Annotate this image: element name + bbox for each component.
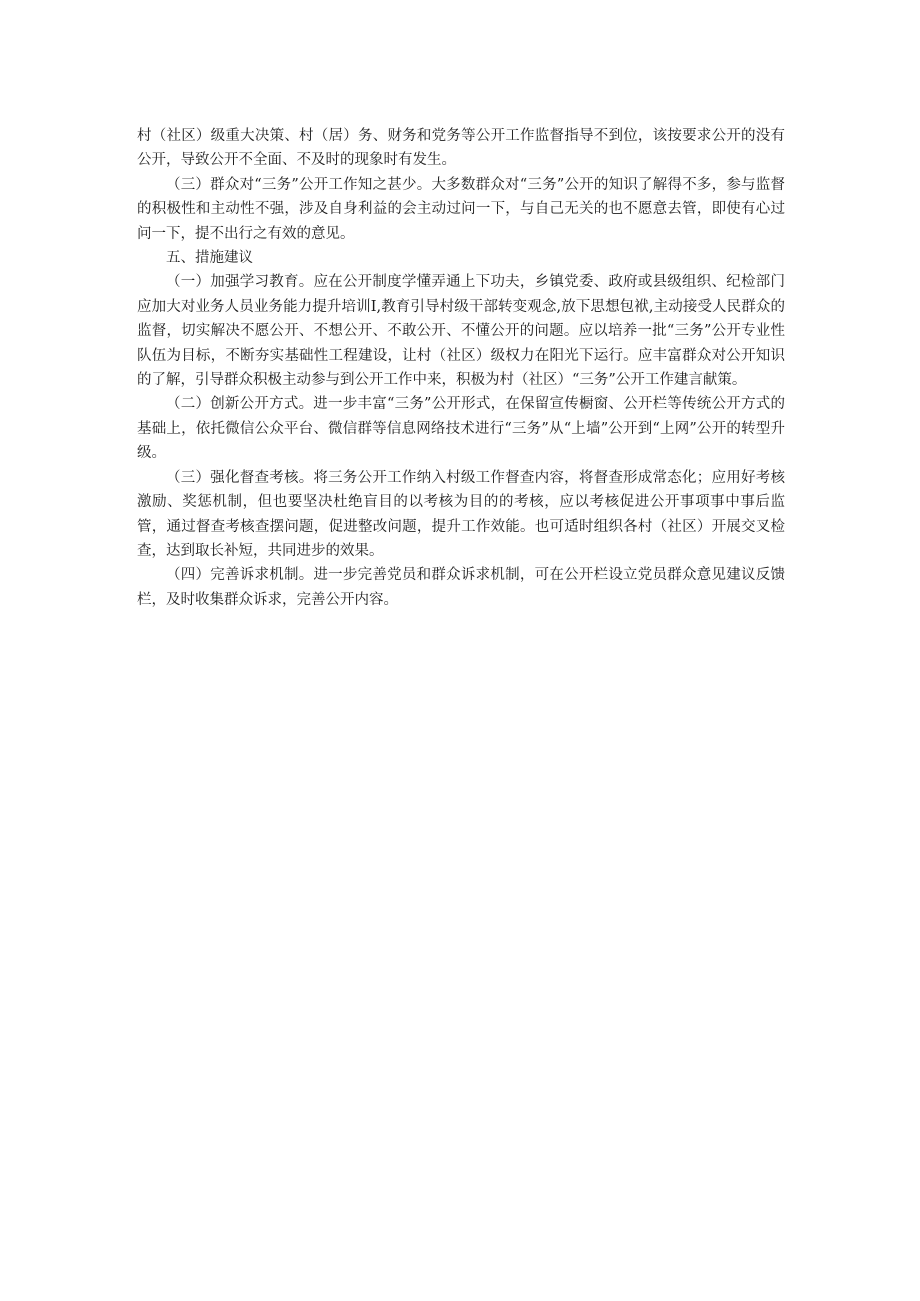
paragraph-continuation: 村（社区）级重大决策、村（居）务、财务和党务等公开工作监督指导不到位，该按要求公开的没有公开，导致公开不全面、不及时的现象时有发生。 [137,128,785,169]
paragraph-issue-3: （三）群众对“三务”公开工作知之甚少。大多数群众对“三务”公开的知识了解得不多，参与监督的积极性和主动性不强，涉及自身利益的会主动过问一下，与自己无关的也不愿意去管，即使有心过问一下，提不出行之有效的意见。 [137,176,785,242]
paragraph-measure-3: （三）强化督查考核。将三务公开工作纳入村级工作督查内容，将督查形成常态化；应用好考核激励、奖惩机制，但也要坚决杜绝盲目的以考核为目的的考核，应以考核促进公开事项事中事后监管，通过督查考核查摆问题，促进整改问题，提升工作效能。也可适时组织各村（社区）开展交叉检查，达到取长补短，共同进步的效果。 [137,469,785,559]
document-body [137,124,785,612]
paragraph-measure-1: （一）加强学习教育。应在公开制度学懂弄通上下功夫，乡镇党委、政府或县级组织、纪检部门应加大对业务人员业务能力提升培训I,教育引导村级干部转变观念,放下思想包袱,主动接受人民群众的监督，切实解决不愿公开、不想公开、不敢公开、不懂公开的问题。应以培养一批“三务”公开专业性队伍为目标，不断夯实基础性工程建设，让村（社区）级权力在阳光下运行。应丰富群众对公开知识的了解，引导群众积极主动参与到公开工作中来，积极为村（社区）“三务”公开工作建言献策。 [137,274,785,389]
paragraph-measure-2: （二）创新公开方式。进一步丰富“三务”公开形式，在保留宣传橱窗、公开栏等传统公开方式的基础上，依托微信公众平台、微信群等信息网络技术进行“三务”从“上墙”公开到“上网”公开的转型升级。 [137,396,785,462]
paragraph-measure-4: （四）完善诉求机制。进一步完善党员和群众诉求机制，可在公开栏设立党员群众意见建议反馈栏，及时收集群众诉求，完善公开内容。 [137,567,785,608]
section-heading-measures: 五、措施建议 [166,250,253,267]
